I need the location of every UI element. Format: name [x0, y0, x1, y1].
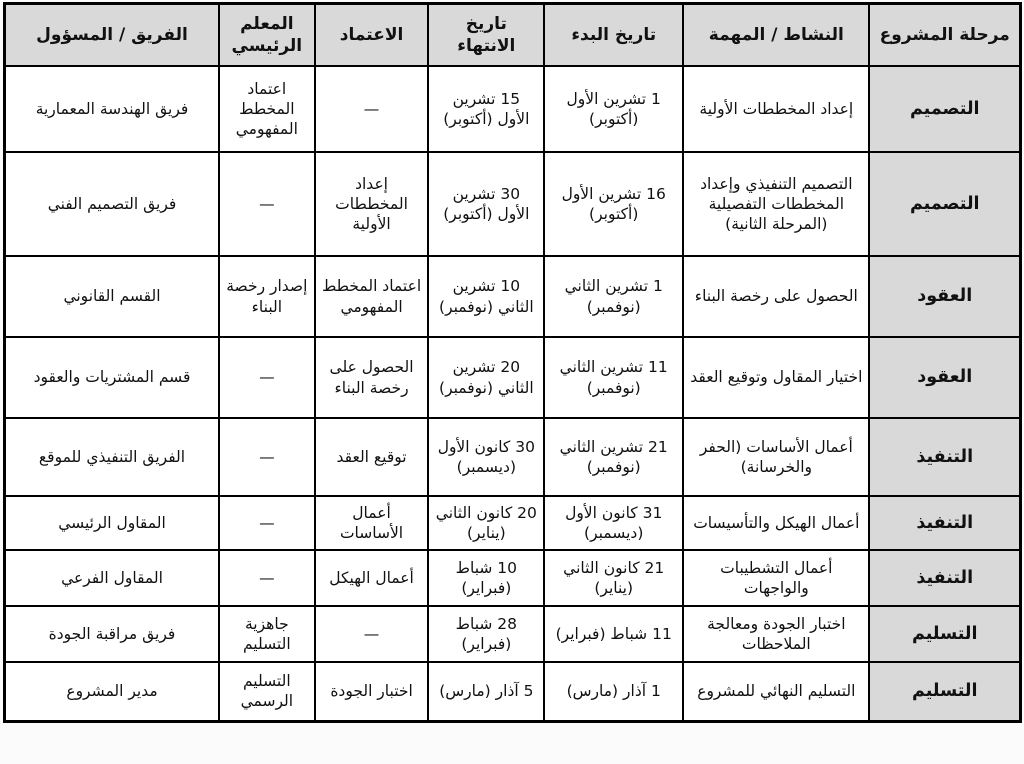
header-milestone: المعلم الرئيسي — [219, 4, 315, 67]
cell-phase: التنفيذ — [869, 418, 1020, 496]
cell-phase: العقود — [869, 337, 1020, 418]
cell-milestone: — — [219, 152, 315, 256]
cell-phase: العقود — [869, 256, 1020, 337]
cell-team: فريق الهندسة المعمارية — [5, 66, 220, 152]
table-row — [5, 337, 1021, 418]
cell-activity: أعمال الهيكل والتأسيسات — [683, 496, 869, 550]
cell-approval: — — [315, 66, 429, 152]
cell-phase: التسليم — [869, 606, 1020, 662]
cell-start-date: 1 تشرين الثاني (نوفمبر) — [544, 256, 683, 337]
cell-phase: التصميم — [869, 152, 1020, 256]
cell-phase: التسليم — [869, 662, 1020, 721]
cell-approval: توقيع العقد — [315, 418, 429, 496]
cell-milestone: — — [219, 496, 315, 550]
cell-phase: التنفيذ — [869, 496, 1020, 550]
header-start-date: تاريخ البدء — [544, 4, 683, 67]
cell-team: المقاول الفرعي — [5, 550, 220, 606]
cell-end-date: 20 كانون الثاني (يناير) — [428, 496, 544, 550]
cell-approval: أعمال الهيكل — [315, 550, 429, 606]
cell-milestone: اعتماد المخطط المفهومي — [219, 66, 315, 152]
cell-team: القسم القانوني — [5, 256, 220, 337]
header-team: الفريق / المسؤول — [5, 4, 220, 67]
cell-activity: التصميم التنفيذي وإعداد المخططات التفصيلية (المرحلة الثانية) — [683, 152, 869, 256]
cell-start-date: 21 كانون الثاني (يناير) — [544, 550, 683, 606]
cell-milestone: إصدار رخصة البناء — [219, 256, 315, 337]
header-approval: الاعتماد — [315, 4, 429, 67]
cell-milestone: — — [219, 337, 315, 418]
cell-start-date: 16 تشرين الأول (أكتوبر) — [544, 152, 683, 256]
cell-start-date: 1 تشرين الأول (أكتوبر) — [544, 66, 683, 152]
cell-approval: اختبار الجودة — [315, 662, 429, 721]
cell-team: مدير المشروع — [5, 662, 220, 721]
cell-start-date: 21 تشرين الثاني (نوفمبر) — [544, 418, 683, 496]
cell-start-date: 1 آذار (مارس) — [544, 662, 683, 721]
header-phase: مرحلة المشروع — [869, 4, 1020, 67]
cell-approval: اعتماد المخطط المفهومي — [315, 256, 429, 337]
cell-start-date: 11 شباط (فبراير) — [544, 606, 683, 662]
cell-end-date: 20 تشرين الثاني (نوفمبر) — [428, 337, 544, 418]
cell-activity: إعداد المخططات الأولية — [683, 66, 869, 152]
cell-end-date: 5 آذار (مارس) — [428, 662, 544, 721]
cell-activity: اختيار المقاول وتوقيع العقد — [683, 337, 869, 418]
cell-team: الفريق التنفيذي للموقع — [5, 418, 220, 496]
cell-activity: التسليم النهائي للمشروع — [683, 662, 869, 721]
cell-activity: الحصول على رخصة البناء — [683, 256, 869, 337]
cell-start-date: 31 كانون الأول (ديسمبر) — [544, 496, 683, 550]
cell-activity: أعمال الأساسات (الحفر والخرسانة) — [683, 418, 869, 496]
table-row — [5, 662, 1021, 721]
cell-end-date: 30 كانون الأول (ديسمبر) — [428, 418, 544, 496]
cell-milestone: جاهزية التسليم — [219, 606, 315, 662]
table-row — [5, 418, 1021, 496]
cell-approval: إعداد المخططات الأولية — [315, 152, 429, 256]
cell-phase: التصميم — [869, 66, 1020, 152]
table-row — [5, 606, 1021, 662]
cell-end-date: 15 تشرين الأول (أكتوبر) — [428, 66, 544, 152]
cell-approval: الحصول على رخصة البناء — [315, 337, 429, 418]
header-row — [5, 4, 1021, 67]
cell-end-date: 28 شباط (فبراير) — [428, 606, 544, 662]
table-row — [5, 496, 1021, 550]
cell-phase: التنفيذ — [869, 550, 1020, 606]
cell-end-date: 10 شباط (فبراير) — [428, 550, 544, 606]
header-activity: النشاط / المهمة — [683, 4, 869, 67]
cell-team: فريق التصميم الفني — [5, 152, 220, 256]
cell-end-date: 10 تشرين الثاني (نوفمبر) — [428, 256, 544, 337]
cell-team: فريق مراقبة الجودة — [5, 606, 220, 662]
cell-team: قسم المشتريات والعقود — [5, 337, 220, 418]
table-row — [5, 66, 1021, 152]
cell-end-date: 30 تشرين الأول (أكتوبر) — [428, 152, 544, 256]
cell-start-date: 11 تشرين الثاني (نوفمبر) — [544, 337, 683, 418]
cell-team: المقاول الرئيسي — [5, 496, 220, 550]
project-schedule-table — [3, 2, 1022, 723]
cell-milestone: — — [219, 550, 315, 606]
table-row — [5, 152, 1021, 256]
table-row — [5, 256, 1021, 337]
table-row — [5, 550, 1021, 606]
header-end-date: تاريخ الانتهاء — [428, 4, 544, 67]
cell-approval: — — [315, 606, 429, 662]
cell-approval: أعمال الأساسات — [315, 496, 429, 550]
cell-milestone: التسليم الرسمي — [219, 662, 315, 721]
cell-milestone: — — [219, 418, 315, 496]
cell-activity: أعمال التشطيبات والواجهات — [683, 550, 869, 606]
cell-activity: اختبار الجودة ومعالجة الملاحظات — [683, 606, 869, 662]
